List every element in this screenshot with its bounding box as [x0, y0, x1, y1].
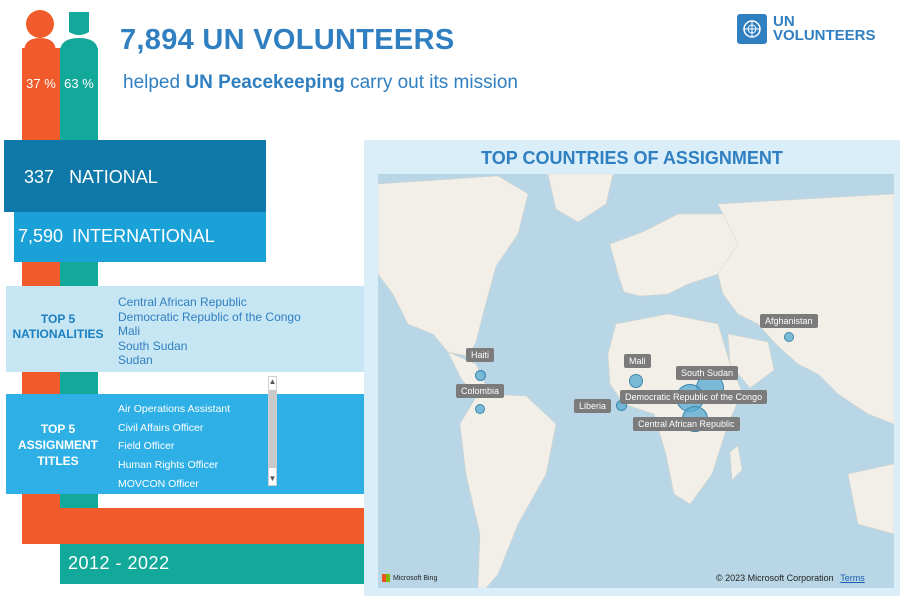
bottom-orange-band — [22, 508, 364, 544]
logo-line-2: VOLUNTEERS — [773, 27, 876, 44]
label-afghanistan: Afghanistan — [760, 314, 818, 328]
assignments-label-line-1: TOP 5 — [40, 422, 76, 436]
year-range: 2012 - 2022 — [68, 553, 170, 573]
terms-link[interactable]: Terms — [840, 573, 865, 583]
bing-attribution-text: Microsoft Bing — [393, 574, 438, 582]
logo-text — [773, 15, 876, 43]
page-subtitle — [123, 72, 518, 94]
nationalities-label-line-2: NATIONALITIES — [12, 327, 104, 341]
assignments-label — [12, 421, 104, 469]
assignments-list[interactable] — [118, 400, 264, 492]
scroll-up-icon[interactable]: ▲ — [268, 377, 277, 386]
male-figure-icon — [58, 8, 100, 60]
bubble-mali[interactable] — [629, 374, 643, 388]
list-item: Civil Affairs Officer — [118, 421, 204, 434]
logo-line-1: UN — [773, 13, 795, 30]
list-item: Field Officer — [118, 440, 175, 453]
scrollbar-thumb[interactable] — [269, 390, 276, 468]
label-south-sudan: South Sudan — [676, 366, 738, 380]
assignments-label-line-3: TITLES — [37, 454, 79, 468]
subtitle-prefix: helped — [123, 72, 186, 93]
international-label: INTERNATIONAL — [72, 226, 215, 246]
un-emblem-icon — [737, 14, 767, 44]
list-item: MOVCON Officer — [118, 477, 199, 490]
list-item: South Sudan — [118, 338, 188, 353]
label-drc: Democratic Republic of the Congo — [620, 390, 767, 404]
national-label: NATIONAL — [69, 167, 158, 187]
page-title: 7,894 UN VOLUNTEERS — [120, 24, 455, 56]
scroll-down-icon[interactable]: ▼ — [268, 474, 277, 483]
label-haiti: Haiti — [466, 348, 494, 362]
national-count — [24, 167, 158, 188]
bubble-colombia[interactable] — [475, 404, 485, 414]
nationalities-list — [118, 295, 301, 368]
international-value: 7,590 — [18, 226, 64, 246]
list-item: Democratic Republic of the Congo — [118, 309, 301, 324]
nationalities-label — [12, 312, 104, 342]
bubble-afghanistan[interactable] — [784, 332, 794, 342]
map-title: TOP COUNTRIES OF ASSIGNMENT — [481, 148, 783, 168]
label-car: Central African Republic — [633, 417, 740, 431]
label-colombia: Colombia — [456, 384, 504, 398]
list-item: Central African Republic — [118, 295, 247, 309]
national-value: 337 — [24, 167, 55, 187]
female-figure-icon — [18, 8, 62, 60]
list-item: Mali — [118, 324, 141, 339]
subtitle-bold: UN Peacekeeping — [185, 72, 345, 93]
unv-logo — [737, 14, 876, 44]
female-percentage: 37 % — [26, 76, 56, 91]
international-count — [18, 226, 215, 247]
world-map[interactable] — [378, 174, 894, 588]
microsoft-logo-icon — [382, 574, 390, 582]
list-item: Human Rights Officer — [118, 459, 219, 472]
nationalities-label-line-1: TOP 5 — [40, 312, 76, 326]
label-liberia: Liberia — [574, 399, 611, 413]
list-item: Air Operations Assistant — [118, 403, 231, 415]
bing-attribution — [382, 574, 437, 582]
male-percentage: 63 % — [64, 76, 94, 91]
assignments-label-line-2: ASSIGNMENT — [17, 438, 98, 452]
label-mali: Mali — [624, 354, 651, 368]
list-item: Sudan — [118, 353, 153, 368]
subtitle-suffix: carry out its mission — [344, 72, 518, 93]
bubble-haiti[interactable] — [475, 370, 486, 381]
map-copyright — [716, 573, 865, 583]
copyright-text: © 2023 Microsoft Corporation — [716, 573, 834, 583]
